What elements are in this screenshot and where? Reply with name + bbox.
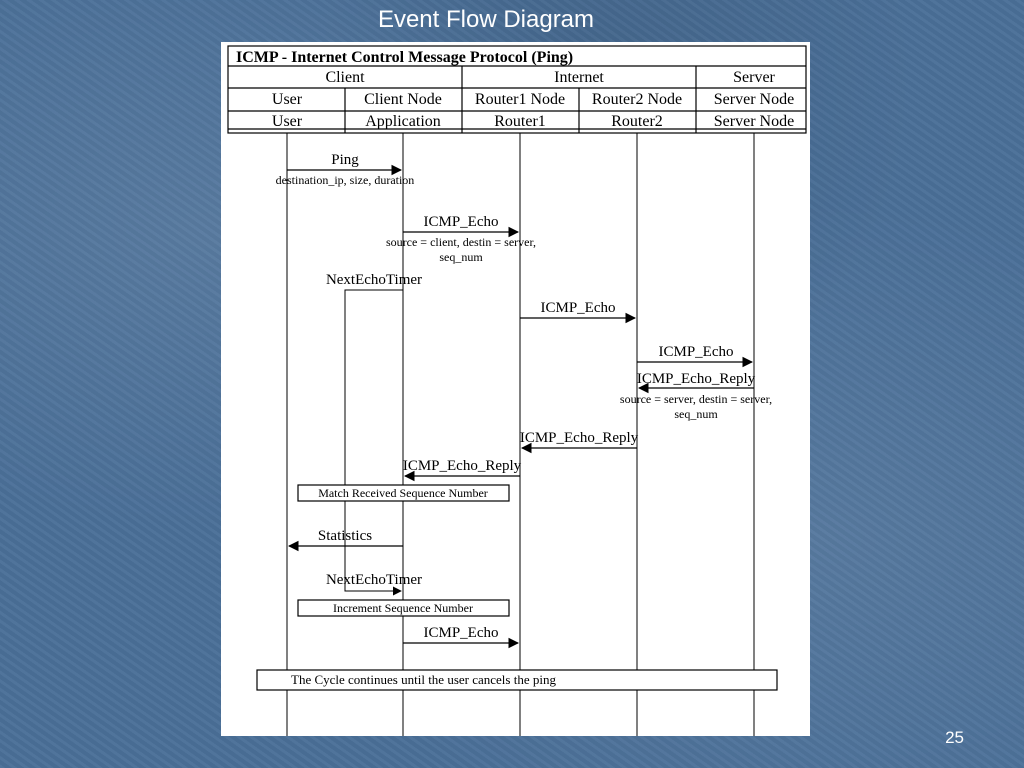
role-label-server-node: Server Node xyxy=(713,91,795,108)
slide-title: Event Flow Diagram xyxy=(377,6,595,33)
action-label-increment-sequence: Increment Sequence Number xyxy=(333,601,473,615)
entity-label-router1: Router1 xyxy=(494,113,546,130)
message-label-next-echo-timer-1: NextEchoTimer xyxy=(325,272,423,288)
message-label-statistics: Statistics xyxy=(317,528,373,544)
role-label-router1-node: Router1 Node xyxy=(474,91,566,108)
message-label-ping: Ping xyxy=(331,152,359,168)
message-label-icmp-echo-2: ICMP_Echo xyxy=(540,300,616,316)
group-label-internet: Internet xyxy=(554,69,604,86)
group-label-client: Client xyxy=(325,69,365,86)
sequence-diagram xyxy=(221,42,810,736)
footer-note-text: The Cycle continues until the user cancels the ping xyxy=(291,672,556,687)
entity-label-router2: Router2 xyxy=(611,113,663,130)
action-label-match-sequence: Match Received Sequence Number xyxy=(318,486,488,500)
entity-label-user: User xyxy=(271,113,303,130)
message-note2-icmp-echo-1: seq_num xyxy=(439,250,483,264)
role-label-router2-node: Router2 Node xyxy=(591,91,683,108)
message-note-icmp-echo-1: source = client, destin = server, xyxy=(385,235,537,249)
message-label-icmp-echo-reply-3: ICMP_Echo_Reply xyxy=(402,458,522,474)
diagram-header-title: ICMP - Internet Control Message Protocol (Ping) xyxy=(236,49,574,66)
entity-label-server-node: Server Node xyxy=(713,113,795,130)
message-note-ping: destination_ip, size, duration xyxy=(275,173,415,187)
group-label-server: Server xyxy=(733,69,775,86)
role-label-client-node: Client Node xyxy=(364,91,442,108)
message-label-icmp-echo-4: ICMP_Echo xyxy=(423,625,499,641)
message-note-icmp-echo-reply-1: source = server, destin = server, xyxy=(619,392,773,406)
message-label-icmp-echo-3: ICMP_Echo xyxy=(658,344,734,360)
entity-label-application: Application xyxy=(365,113,441,130)
message-label-icmp-echo-1: ICMP_Echo xyxy=(423,214,499,230)
message-label-next-echo-timer-2: NextEchoTimer xyxy=(325,572,423,588)
message-label-icmp-echo-reply-1: ICMP_Echo_Reply xyxy=(636,371,756,387)
message-note2-icmp-echo-reply-1: seq_num xyxy=(674,407,718,421)
role-label-user: User xyxy=(271,91,303,108)
message-label-icmp-echo-reply-2: ICMP_Echo_Reply xyxy=(519,430,639,446)
page-number: 25 xyxy=(945,728,964,747)
